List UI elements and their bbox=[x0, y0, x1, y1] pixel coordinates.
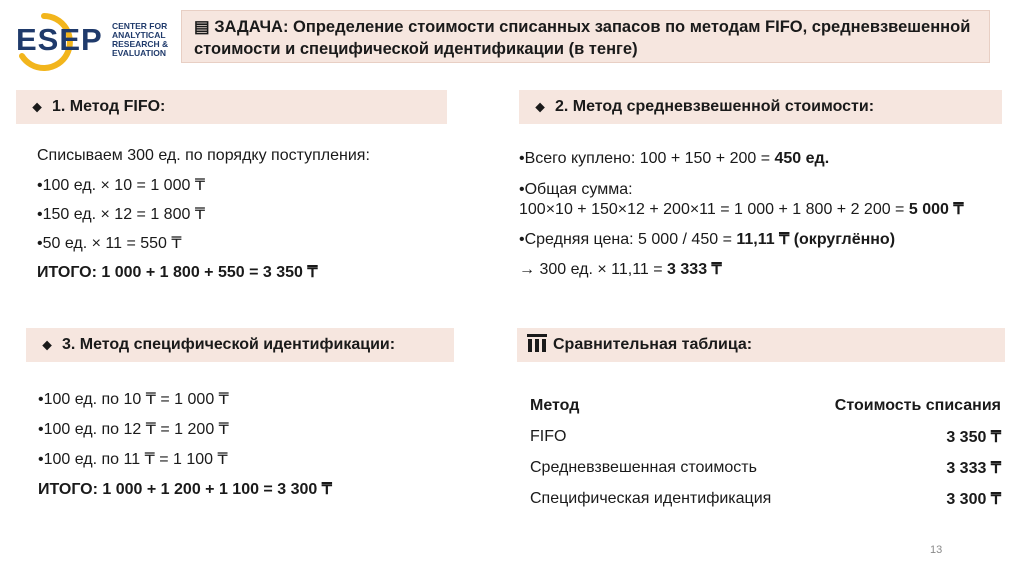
column-header-method: Метод bbox=[530, 396, 580, 414]
cost-cell: 3 300 ₸ bbox=[946, 490, 1001, 508]
cost-cell: 3 333 ₸ bbox=[946, 459, 1001, 477]
method-cell: FIFO bbox=[530, 427, 567, 445]
diamond-bullet-icon: ⬥ bbox=[42, 337, 52, 352]
avg-line-5: → 300 ед. × 11,11 = 3 333 ₸ bbox=[519, 261, 722, 278]
table-row bbox=[530, 483, 1001, 514]
specific-line-3: •100 ед. по 11 ₸ = 1 100 ₸ bbox=[38, 451, 228, 468]
table-row bbox=[530, 421, 1001, 452]
method-cell: Средневзвешенная стоимость bbox=[530, 458, 757, 476]
fifo-header: ⬥ 1. Метод FIFO: bbox=[16, 90, 447, 124]
avg-line-3: 100×10 + 150×12 + 200×11 = 1 000 + 1 800 + 2 200 = 5 000 ₸ bbox=[519, 201, 964, 218]
fifo-line-2: •150 ед. × 12 = 1 800 ₸ bbox=[37, 206, 205, 223]
column-header-cost: Стоимость списания bbox=[834, 396, 1001, 414]
comparison-table bbox=[530, 390, 1001, 514]
table-header-row bbox=[530, 390, 1001, 421]
task-title-line-2: стоимости и специфической идентификации (в тенге) bbox=[194, 40, 638, 58]
specific-line-2: •100 ед. по 12 ₸ = 1 200 ₸ bbox=[38, 421, 229, 438]
avg-line-2: •Общая сумма: bbox=[519, 181, 633, 198]
fifo-line-3: •50 ед. × 11 = 550 ₸ bbox=[37, 235, 182, 252]
avg-line-1: •Всего куплено: 100 + 150 + 200 = 450 ед. bbox=[519, 150, 830, 167]
fifo-line-1: •100 ед. × 10 = 1 000 ₸ bbox=[37, 177, 205, 194]
diamond-bullet-icon: ⬥ bbox=[32, 99, 42, 114]
esep-logo bbox=[14, 12, 169, 72]
avg-line-4: •Средняя цена: 5 000 / 450 = 11,11 ₸ (округлённо) bbox=[519, 231, 896, 248]
avg-header: ⬥ 2. Метод средневзвешенной стоимости: bbox=[519, 90, 1002, 124]
cost-cell: 3 350 ₸ bbox=[946, 428, 1001, 446]
fifo-intro: Списываем 300 ед. по порядку поступления: bbox=[37, 147, 370, 164]
method-cell: Специфическая идентификация bbox=[530, 489, 772, 507]
task-title-line-1: ▤ ЗАДАЧА: Определение стоимости списанных запасов по методам FIFO, средневзвешенной bbox=[194, 18, 971, 36]
specific-header: ⬥ 3. Метод специфической идентификации: bbox=[26, 328, 454, 362]
bar-chart-icon bbox=[527, 334, 547, 352]
logo-subtitle: CENTER FOR ANALYTICAL RESEARCH & EVALUATION bbox=[112, 21, 169, 58]
comparison-header: Сравнительная таблица: bbox=[517, 328, 1005, 362]
logo-wordmark: ESEP bbox=[16, 22, 103, 57]
clipboard-icon: ▤ bbox=[194, 18, 210, 36]
table-row bbox=[530, 452, 1001, 483]
specific-line-1: •100 ед. по 10 ₸ = 1 000 ₸ bbox=[38, 391, 229, 408]
diamond-bullet-icon: ⬥ bbox=[535, 99, 545, 114]
task-title-box bbox=[181, 10, 990, 63]
page-number: 13 bbox=[930, 544, 943, 556]
specific-total: ИТОГО: 1 000 + 1 200 + 1 100 = 3 300 ₸ bbox=[38, 481, 332, 498]
fifo-total: ИТОГО: 1 000 + 1 800 + 550 = 3 350 ₸ bbox=[37, 264, 318, 281]
